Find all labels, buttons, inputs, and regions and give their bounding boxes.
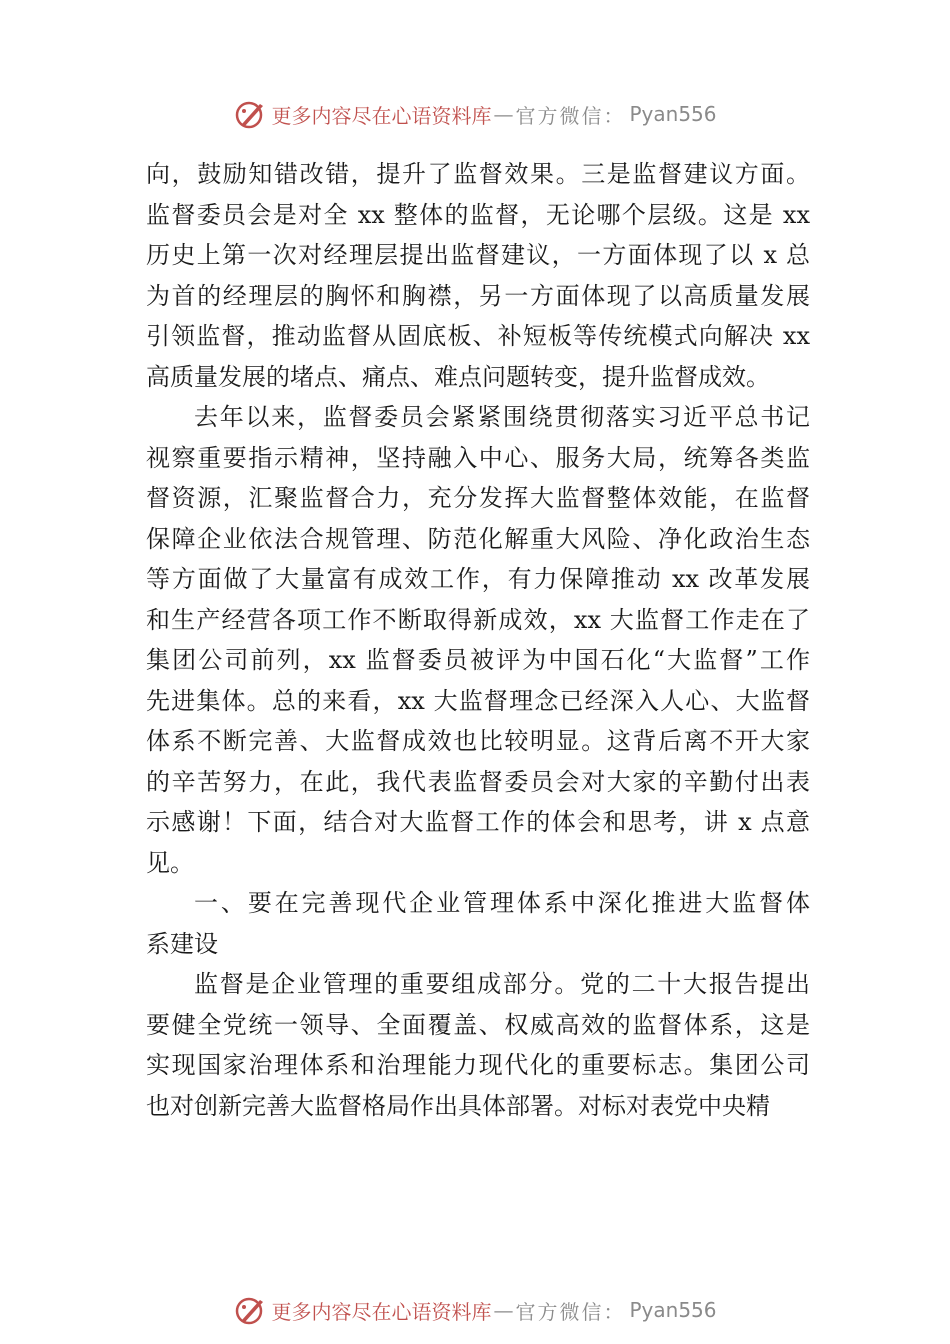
pen-circle-logo-icon bbox=[233, 1293, 267, 1327]
page-footer-watermark bbox=[0, 1290, 950, 1330]
pen-circle-logo-icon bbox=[233, 97, 267, 131]
body-line: 和生产经营各项工作不断取得新成效，xx 大监督工作走在了 bbox=[146, 605, 810, 634]
body-line: 高质量发展的堵点、痛点、难点问题转变，提升监督成效。 bbox=[146, 362, 770, 391]
body-line: 视察重要指示精神，坚持融入中心、服务大局，统筹各类监 bbox=[146, 443, 810, 472]
body-line: 向，鼓励知错改错，提升了监督效果。三是监督建议方面。 bbox=[146, 160, 810, 188]
footer-wechat-label: 官方微信： bbox=[515, 1299, 626, 1324]
body-line: 集团公司前列，xx 监督委员被评为中国石化“大监督”工作 bbox=[146, 646, 810, 674]
document-body bbox=[146, 154, 810, 1126]
section-heading-line: 系建设 bbox=[146, 929, 218, 958]
footer-brand-text: 更多内容尽在心语资料库 bbox=[271, 1299, 492, 1324]
header-brand-text: 更多内容尽在心语资料库 bbox=[271, 103, 492, 128]
body-line: 实现国家治理体系和治理能力现代化的重要标志。集团公司 bbox=[146, 1051, 810, 1079]
body-line: 去年以来，监督委员会紧紧围绕贯彻落实习近平总书记 bbox=[194, 403, 810, 431]
body-line: 的辛苦努力，在此，我代表监督委员会对大家的辛勤付出表 bbox=[146, 767, 810, 796]
body-line: 为首的经理层的胸怀和胸襟，另一方面体现了以高质量发展 bbox=[146, 281, 810, 310]
body-line: 要健全党统一领导、全面覆盖、权威高效的监督体系，这是 bbox=[146, 1010, 810, 1039]
body-line: 等方面做了大量富有成效工作，有力保障推动 xx 改革发展 bbox=[146, 565, 810, 593]
footer-dash: — bbox=[493, 1298, 514, 1322]
body-line: 监督委员会是对全 xx 整体的监督，无论哪个层级。这是 xx bbox=[146, 200, 810, 229]
body-line: 引领监督，推动监督从固底板、补短板等传统模式向解决 xx bbox=[146, 322, 810, 350]
header-wechat-label: 官方微信： bbox=[515, 103, 626, 128]
section-heading-line: 一、要在完善现代企业管理体系中深化推进大监督体 bbox=[194, 889, 810, 917]
page-header-watermark bbox=[0, 94, 950, 134]
body-line: 体系不断完善、大监督成效也比较明显。这背后离不开大家 bbox=[146, 727, 810, 755]
body-line: 也对创新完善大监督格局作出具体部署。对标对表党中央精 bbox=[146, 1091, 770, 1120]
body-line: 历史上第一次对经理层提出监督建议，一方面体现了以 x 总 bbox=[146, 241, 810, 269]
body-line: 监督是企业管理的重要组成部分。党的二十大报告提出 bbox=[194, 970, 810, 998]
body-line: 见。 bbox=[146, 848, 194, 877]
body-line: 先进集体。总的来看，xx 大监督理念已经深入人心、大监督 bbox=[146, 686, 810, 715]
header-dash: — bbox=[493, 102, 514, 126]
body-line: 督资源，汇聚监督合力，充分发挥大监督整体效能，在监督 bbox=[146, 484, 810, 512]
body-line: 保障企业依法合规管理、防范化解重大风险、净化政治生态 bbox=[146, 524, 810, 553]
body-line: 示感谢！下面，结合对大监督工作的体会和思考，讲 x 点意 bbox=[146, 808, 810, 836]
footer-wechat-id: Pyan556 bbox=[629, 1298, 717, 1322]
header-wechat-id: Pyan556 bbox=[629, 102, 717, 126]
